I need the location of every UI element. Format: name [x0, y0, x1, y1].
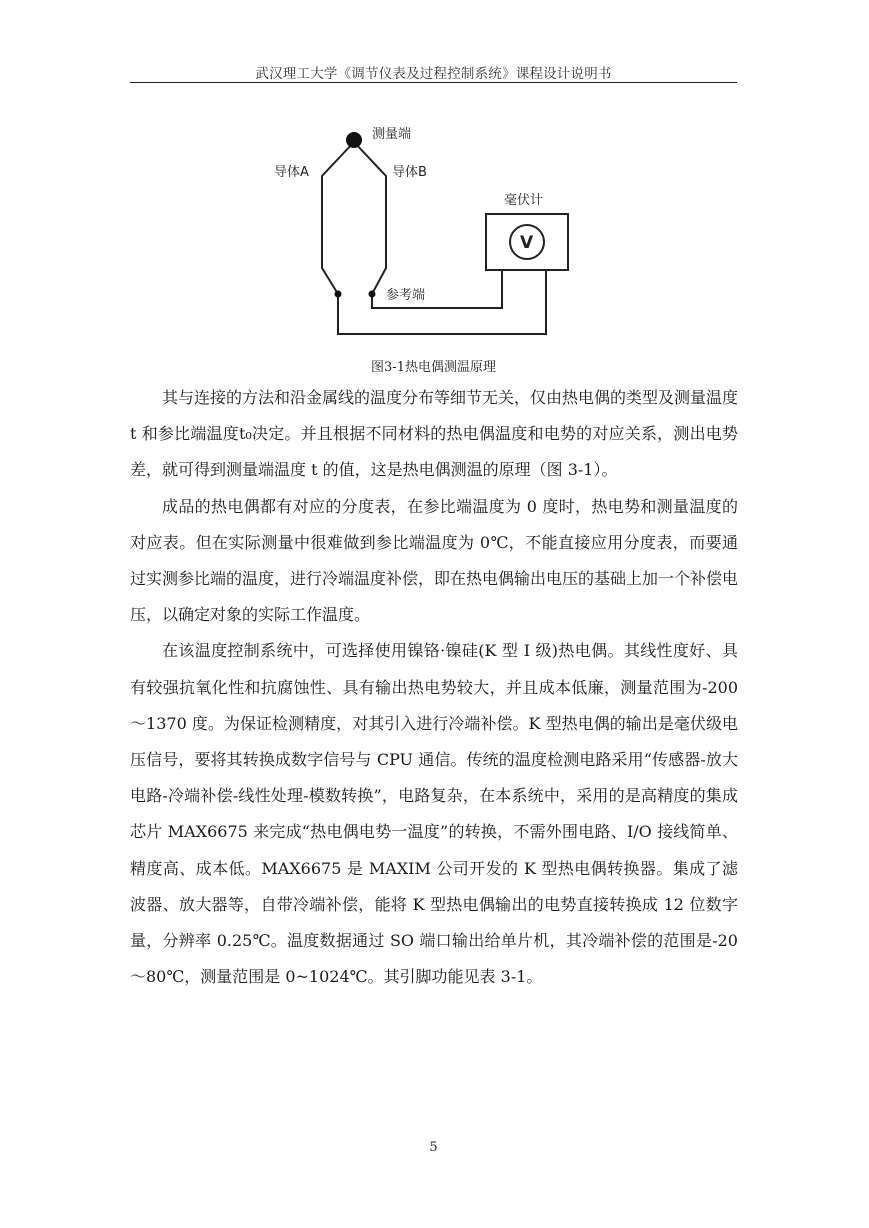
reference-end-label: 参考端 — [386, 288, 426, 303]
return-wire — [338, 270, 546, 334]
page-number: 5 — [429, 1140, 438, 1155]
body-text — [130, 380, 738, 995]
conductor-a-label: 导体A — [274, 165, 309, 180]
conductor-b-label: 导体B — [392, 165, 427, 180]
paragraph-3: 在该温度控制系统中，可选择使用镍铬·镍硅(K 型 I 级)热电偶。其线性度好、具有较强抗氧化性和抗腐蚀性、具有输出热电势较大，并且成本低廉，测量范围为-200～1370 度。为保证检测精度，对其引入进行冷端补偿。K 型热电偶的输出是毫伏级电压信号，要将其转换成数字信号与 CPU 通信。传统的温度检测电路采用“传感器-放大电路-冷端补偿-线性处理-模数转换”，电路复杂，在本系统中，采用的是高精度的集成芯片 MAX6675 来完成“热电偶电势一温度”的转换，不需外围电路、I/O 接线简单、精度高、成本低。MAX6675 是 MAXIM 公司开发的 K 型热电偶转换器。集成了滤波器、放大器等，自带冷端补偿，能将 K 型热电偶输出的电势直接转换成 12 位数字量，分辨率 0.25℃。温度数据通过 SO 端口输出给单片机，其冷端补偿的范围是-20～80℃，测量范围是 0~1024℃。其引脚功能见表 3-1。 — [130, 641, 738, 987]
paragraph-2: 成品的热电偶都有对应的分度表，在参比端温度为 0 度时，热电势和测量温度的对应表。但在实际测量中很难做到参比端温度为 0℃，不能直接应用分度表，而要通过实测参比端的温度，进行冷端温度补偿，即在热电偶输出电压的基础上加一个补偿电压，以确定对象的实际工作温度。 — [130, 496, 739, 625]
figure-caption: 图3-1热电偶测温原理 — [371, 360, 496, 375]
thermocouple-diagram — [250, 118, 610, 348]
measure-end-label: 测量端 — [372, 127, 412, 142]
header-rule — [130, 82, 737, 83]
conductor-b-wire — [354, 142, 386, 294]
reference-dot-right — [369, 291, 376, 298]
millivoltmeter-label: 毫伏计 — [504, 193, 544, 208]
paragraph-1: 其与连接的方法和沿金属线的温度分布等细节无关，仅由热电偶的类型及测量温度 t 和参比端温度t₀决定。并且根据不同材料的热电偶温度和电势的对应关系，测出电势差，就可得到测量端温度 t 的值，这是热电偶测温的原理（图 3-1）。 — [130, 388, 739, 480]
voltmeter-symbol: V — [520, 233, 534, 253]
reference-dot-left — [335, 291, 342, 298]
conductor-a-wire — [322, 142, 354, 294]
page-header: 武汉理工大学《调节仪表及过程控制系统》课程设计说明书 — [255, 66, 612, 82]
thermocouple-figure — [250, 118, 610, 348]
measure-junction-dot — [346, 132, 362, 148]
